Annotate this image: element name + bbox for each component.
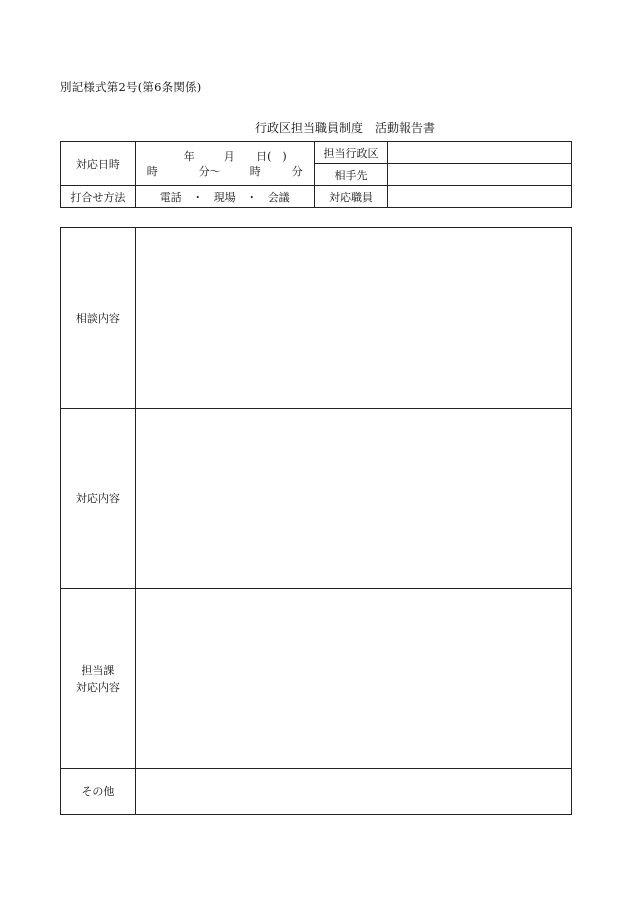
date-time-cell[interactable] bbox=[135, 142, 314, 186]
date-label: 対応日時 bbox=[61, 142, 136, 186]
dept-response-field[interactable] bbox=[135, 589, 571, 769]
method-separator: ・ bbox=[246, 190, 258, 204]
district-label: 担当行政区 bbox=[314, 142, 388, 164]
partner-label: 相手先 bbox=[314, 164, 388, 186]
date-line bbox=[136, 149, 314, 164]
month-char: 月 bbox=[223, 149, 235, 163]
day-char: 日( ) bbox=[256, 149, 287, 163]
form-number: 別記様式第2号(第6条関係) bbox=[60, 80, 202, 94]
staff-field[interactable] bbox=[388, 186, 572, 208]
method-label: 打合せ方法 bbox=[61, 186, 136, 208]
header-table bbox=[60, 141, 572, 208]
minute-to-char: 分 bbox=[291, 164, 303, 178]
staff-label: 対応職員 bbox=[314, 186, 388, 208]
method-site[interactable]: 現場 bbox=[213, 190, 236, 204]
partner-field[interactable] bbox=[388, 164, 572, 186]
year-char: 年 bbox=[183, 149, 195, 163]
consultation-label: 相談内容 bbox=[61, 228, 136, 409]
district-field[interactable] bbox=[388, 142, 572, 164]
method-separator: ・ bbox=[192, 190, 204, 204]
method-phone[interactable]: 電話 bbox=[159, 190, 182, 204]
content-table bbox=[60, 227, 572, 815]
response-label: 対応内容 bbox=[61, 409, 136, 589]
other-field[interactable] bbox=[135, 769, 571, 815]
document-title: 行政区担当職員制度 活動報告書 bbox=[254, 121, 435, 135]
consultation-field[interactable] bbox=[135, 228, 571, 409]
hour-to-char: 時 bbox=[249, 164, 261, 178]
time-line bbox=[136, 164, 314, 179]
response-field[interactable] bbox=[135, 409, 571, 589]
minute-from-char: 分〜 bbox=[198, 164, 221, 178]
method-options[interactable] bbox=[135, 186, 314, 208]
hour-from-char: 時 bbox=[146, 164, 158, 178]
dept-label-line2: 対応内容 bbox=[75, 680, 120, 694]
other-label: その他 bbox=[61, 769, 136, 815]
method-meeting[interactable]: 会議 bbox=[267, 190, 290, 204]
dept-response-label bbox=[61, 589, 136, 769]
dept-label-line1: 担当課 bbox=[81, 663, 115, 677]
